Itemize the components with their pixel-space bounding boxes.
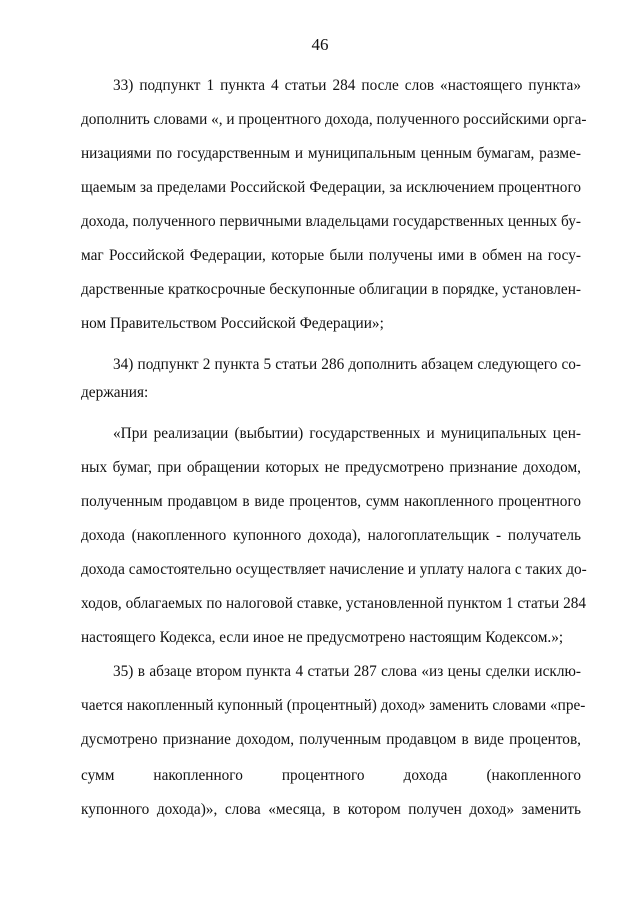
- text-line: 33) подпункт 1 пункта 4 статьи 284 после слов «настоящего пункта»: [113, 77, 581, 94]
- text-line: сумм накопленного процентного дохода (накопленного: [81, 767, 581, 784]
- text-line: дохода (накопленного купонного дохода), налогоплательщик - получатель: [81, 527, 581, 544]
- text-line: ных бумаг, при обращении которых не предусмотрено признание доходом,: [81, 459, 581, 476]
- text-line: настоящего Кодекса, если иное не предусмотрено настоящим Кодексом.»;: [81, 629, 564, 646]
- text-line: «При реализации (выбытии) государственных и муниципальных цен-: [113, 425, 581, 442]
- text-line: дохода, полученного первичными владельцами государственных ценных бу-: [81, 213, 581, 230]
- text-line: ном Правительством Российской Федерации»;: [81, 315, 384, 332]
- page-number: 46: [311, 35, 329, 54]
- text-line: 34) подпункт 2 пункта 5 статьи 286 дополнить абзацем следующего со-: [113, 356, 581, 373]
- text-line: дохода самостоятельно осуществляет начисление и уплату налога с таких до-: [81, 561, 587, 578]
- text-line: щаемым за пределами Российской Федерации, за исключением процентного: [81, 179, 581, 196]
- text-line: маг Российской Федерации, которые были получены ими в обмен на госу-: [81, 247, 581, 264]
- text-line: чается накопленный купонный (процентный) доход» заменить словами «пре-: [81, 697, 586, 714]
- text-line: низациями по государственным и муниципальным ценным бумагам, разме-: [81, 145, 581, 162]
- text-line: полученным продавцом в виде процентов, сумм накопленного процентного: [81, 493, 581, 510]
- text-line: дарственные краткосрочные бескупонные облигации в порядке, установлен-: [81, 281, 581, 298]
- text-line: держания:: [81, 384, 149, 401]
- text-line: дусмотрено признание доходом, полученным продавцом в виде процентов,: [81, 731, 581, 748]
- text-line: ходов, облагаемых по налоговой ставке, установленной пунктом 1 статьи 284: [81, 595, 587, 612]
- text-line: дополнить словами «, и процентного дохода, полученного российскими орга-: [81, 111, 587, 128]
- text-line: купонного дохода)», слова «месяца, в котором получен доход» заменить: [81, 801, 581, 818]
- text-line: 35) в абзаце втором пункта 4 статьи 287 слова «из цены сделки исклю-: [113, 663, 581, 680]
